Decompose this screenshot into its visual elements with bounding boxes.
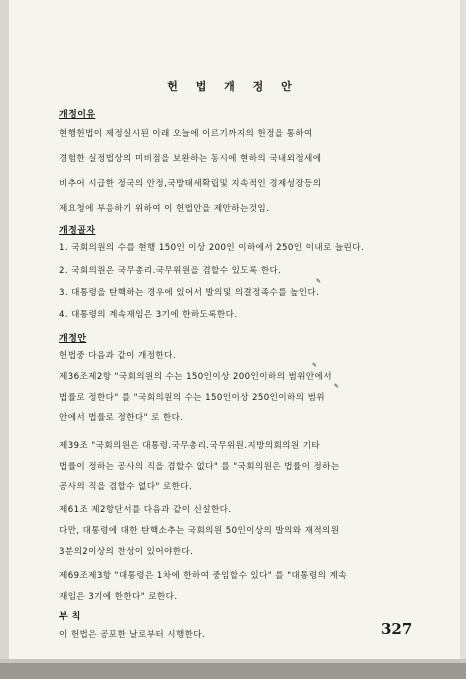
amendment-line: 법률로 정한다" 를 "국회의원의 수는 150인이상 250인이하의 범위 (59, 393, 325, 403)
section-heading-reason: 개정이유 (59, 110, 96, 120)
scan-edge-bottom (0, 663, 466, 679)
main-point-item: 3. 대통령을 탄핵하는 경우에 있어서 발의및 의결정족수를 높인다. (59, 288, 320, 298)
reason-line: 제요청에 부응하기 위하여 이 헌법안을 제안하는것임. (59, 204, 270, 214)
amendment-line: 제36조제2항 "국회의원의 수는 150인이상 200인이하의 범위안에서 (59, 372, 332, 382)
supplementary-line: 이 헌법은 공포한 날로부터 시행한다. (59, 630, 206, 640)
amendment-line: 3분의2이상의 찬성이 있어야한다. (59, 547, 194, 557)
correction-mark: ✎ (334, 383, 340, 390)
correction-mark: ✎ (316, 278, 322, 285)
amendment-line: 안에서 법률로 정한다" 로 한다. (59, 413, 184, 423)
page-number: 327 (381, 620, 413, 638)
scan-edge-right (460, 0, 466, 679)
amendment-line: 다만, 대통령에 대한 탄핵소추는 국회의원 50인이상의 발의와 재적의원 (59, 526, 340, 536)
document-title: 헌 법 개 정 안 (167, 80, 299, 93)
correction-mark: ✎ (312, 362, 318, 369)
main-point-item: 1. 국회의원의 수를 현행 150인 이상 200인 이하에서 250인 이내로 늘린다. (59, 243, 365, 253)
amendment-line: 공사의 직을 겸할수 없다" 로한다. (59, 482, 193, 492)
main-point-item: 2. 국회의원은 국무총리.국무위원을 겸할수 있도록 한다. (59, 266, 282, 276)
amendment-line: 제69조제3항 "대통령은 1차에 한하여 중임할수 있다" 를 "대통령의 계속 (59, 571, 347, 581)
scan-edge-left (0, 0, 9, 679)
reason-line: 경험한 실정법상의 미비점을 보완하는 동시에 현하의 국내외정세에 (59, 154, 322, 164)
amendment-line: 재임은 3기에 한한다" 로한다. (59, 592, 178, 602)
reason-line: 비추어 시급한 정국의 안정,국방태세확립및 지속적인 경제성장등의 (59, 179, 322, 189)
section-heading-main-points: 개정골자 (59, 226, 96, 236)
section-heading-amendment: 개정안 (59, 334, 87, 344)
section-heading-supplementary: 부 칙 (59, 612, 81, 622)
amendment-line: 법률이 정하는 공사의 직을 겸할수 없다" 를 "국회의원은 법률이 정하는 (59, 462, 340, 472)
reason-line: 현행헌법이 제정실시된 이래 오늘에 이르기까지의 헌정을 통하여 (59, 129, 313, 139)
main-point-item: 4. 대통령의 계속재임은 3기에 한하도록한다. (59, 310, 238, 320)
amendment-line: 제61조 제2항단서를 다음과 같이 신설한다. (59, 505, 232, 515)
amendment-line: 제39조 "국회의원은 대통령.국무총리.국무위원.지방의회의원 기타 (59, 441, 321, 451)
amendment-line: 헌법중 다음과 같이 개정한다. (59, 351, 176, 361)
